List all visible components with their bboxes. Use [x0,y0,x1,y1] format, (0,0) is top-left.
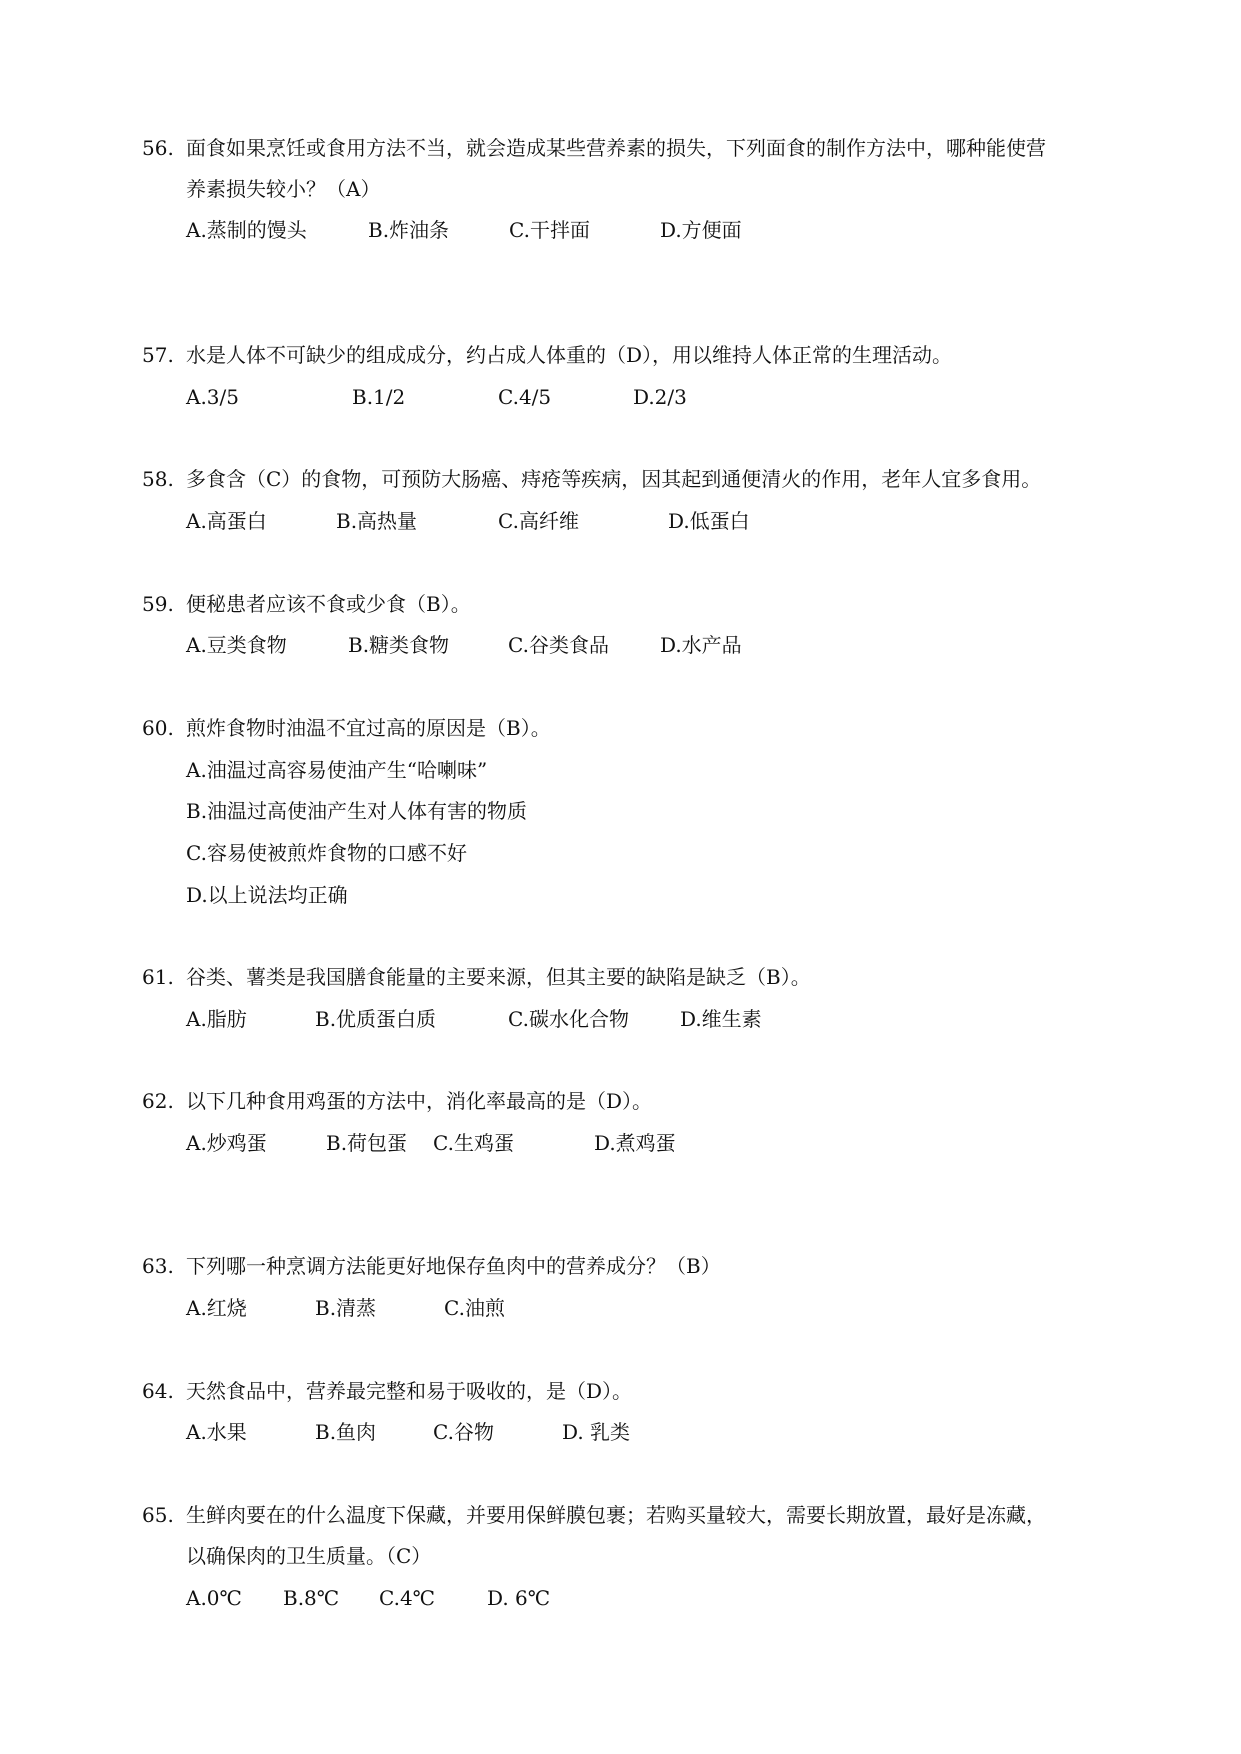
option-d: D.水产品 [660,633,742,657]
option-b: B.1/2 [352,385,406,409]
question-number: 62. [142,1089,174,1113]
option-c: C.容易使被煎炸食物的口感不好 [186,841,467,865]
option-a: A.豆类食物 [186,633,287,657]
option-c: C.干拌面 [509,218,590,242]
question-number: 57. [142,343,174,367]
question-number: 56. [142,136,174,160]
question-number: 63. [142,1254,174,1278]
option-b: B.8℃ [283,1586,340,1610]
option-b: B.荷包蛋 [326,1131,408,1155]
option-c: C.油煎 [444,1296,505,1320]
question-stem-line-1: 天然食品中，营养最完整和易于吸收的，是（D）。 [186,1379,633,1403]
question-number: 64. [142,1379,174,1403]
option-a: A.3/5 [186,385,239,409]
option-b: B.优质蛋白质 [315,1007,437,1031]
question-stem-line-1: 便秘患者应该不食或少食（B）。 [186,592,471,616]
option-a: A.油温过高容易使油产生“哈喇味” [186,758,488,782]
option-c: C.谷物 [433,1420,494,1444]
option-b: B.清蒸 [315,1296,377,1320]
option-b: B.高热量 [336,509,418,533]
question-stem-line-1: 面食如果烹饪或食用方法不当，就会造成某些营养素的损失，下列面食的制作方法中，哪种能使营 [186,136,1046,160]
question-number: 58. [142,467,174,491]
option-c: C.生鸡蛋 [433,1131,514,1155]
option-a: A.脂肪 [186,1007,247,1031]
option-d: D.低蛋白 [668,509,750,533]
question-stem-line-1: 下列哪一种烹调方法能更好地保存鱼肉中的营养成分？（B） [186,1254,721,1278]
option-d: D.维生素 [680,1007,762,1031]
option-c: C.碳水化合物 [508,1007,629,1031]
option-a: A.0℃ [186,1586,242,1610]
question-stem-line-2: 养素损失较小？（A） [186,177,381,201]
question-stem-line-1: 以下几种食用鸡蛋的方法中，消化率最高的是（D）。 [186,1089,653,1113]
question-stem-line-2: 以确保肉的卫生质量。（C） [186,1544,432,1568]
option-a: A.水果 [186,1420,247,1444]
option-a: A.炒鸡蛋 [186,1131,267,1155]
question-stem-line-1: 水是人体不可缺少的组成成分，约占成人体重的（D），用以维持人体正常的生理活动。 [186,343,953,367]
question-number: 65. [142,1503,174,1527]
option-d: D. 6℃ [487,1586,551,1610]
option-c: C.高纤维 [498,509,579,533]
question-number: 59. [142,592,174,616]
option-b: B.炸油条 [368,218,450,242]
question-stem-line-1: 多食含（C）的食物，可预防大肠癌、痔疮等疾病，因其起到通便清火的作用，老年人宜多食用。 [186,467,1042,491]
option-a: A.蒸制的馒头 [186,218,307,242]
option-c: C.4/5 [498,385,552,409]
question-stem-line-1: 生鲜肉要在的什么温度下保藏，并要用保鲜膜包裹；若购买量较大，需要长期放置，最好是冻藏， [186,1503,1046,1527]
question-number: 60. [142,716,174,740]
question-stem-line-1: 谷类、薯类是我国膳食能量的主要来源，但其主要的缺陷是缺乏（B）。 [186,965,811,989]
option-b: B.糖类食物 [348,633,450,657]
option-d: D.煮鸡蛋 [594,1131,676,1155]
option-c: C.4℃ [379,1586,436,1610]
option-a: A.高蛋白 [186,509,267,533]
option-b: B.油温过高使油产生对人体有害的物质 [186,799,528,823]
option-c: C.谷类食品 [508,633,609,657]
option-d: D. 乳类 [562,1420,631,1444]
option-a: A.红烧 [186,1296,247,1320]
question-stem-line-1: 煎炸食物时油温不宜过高的原因是（B）。 [186,716,551,740]
option-d: D.2/3 [633,385,687,409]
question-number: 61. [142,965,174,989]
option-b: B.鱼肉 [315,1420,377,1444]
option-d: D.以上说法均正确 [186,883,348,907]
option-d: D.方便面 [660,218,742,242]
